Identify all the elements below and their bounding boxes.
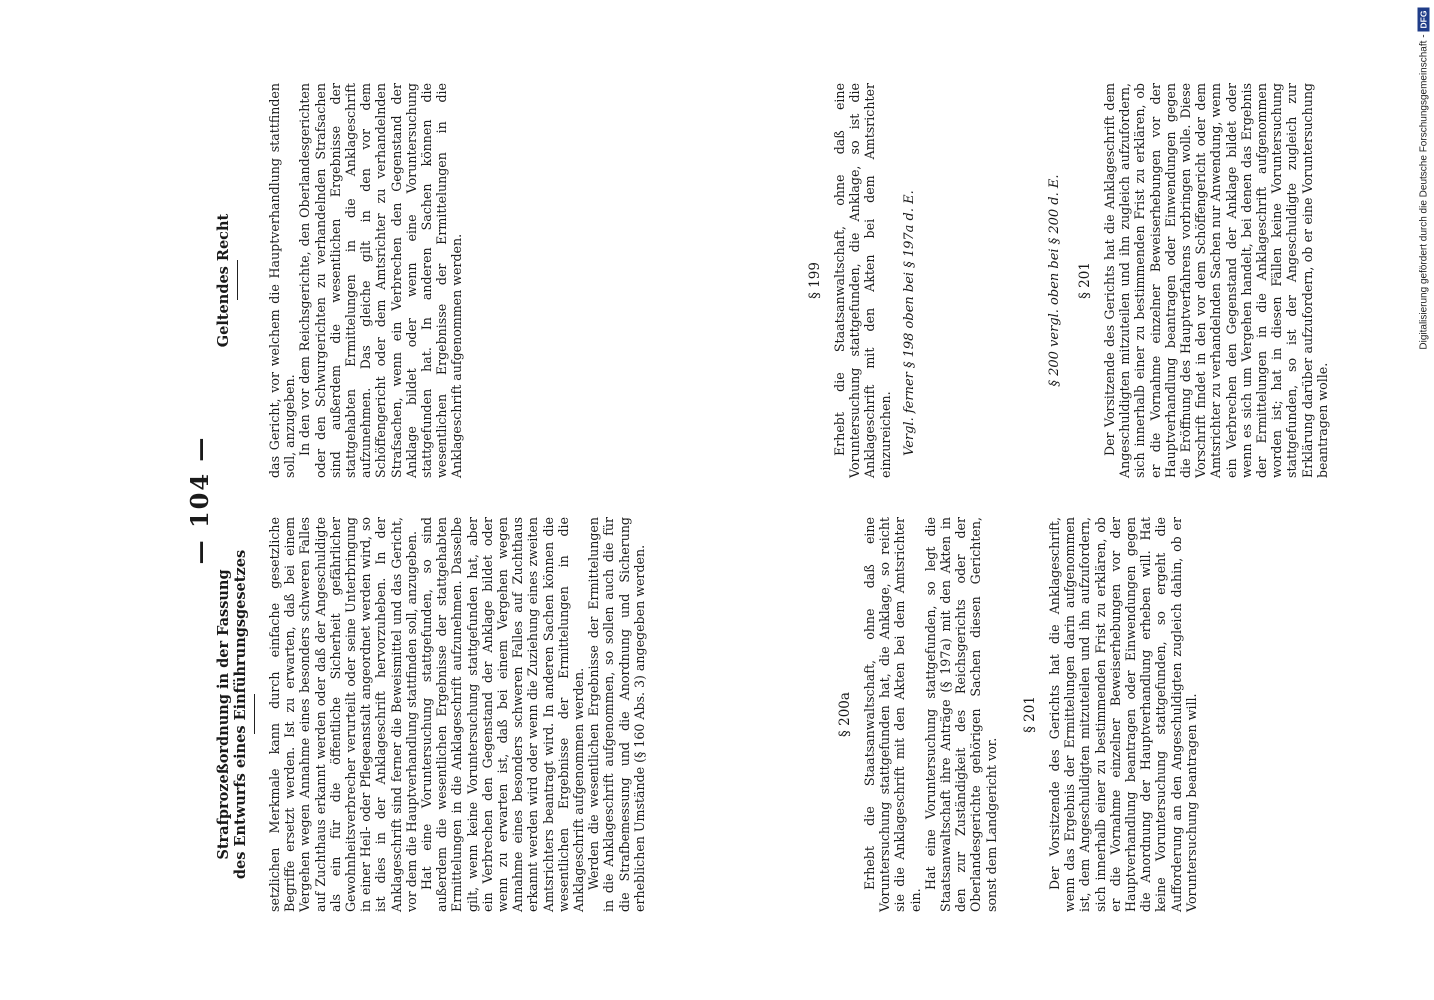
left-heading-line2: des Entwurfs eines Einführungsgesetzes — [232, 549, 249, 880]
section-heading-200a: § 200a — [837, 692, 853, 737]
paragraph: Erhebt die Staatsanwaltschaft, ohne daß eine Voruntersuchung stattgefunden, die Anklage, so ist die Anklageschrift mit den Akten bei dem Amtsrichter einzureichen. — [832, 83, 893, 478]
paragraph: Werden die wesentlichen Ergebnisse der Ermittelungen in die Anklageschrift aufgenommen, so sollen auch die für die Strafbemessung und die Anordnung und Sicherung erheblichen Umstände (§ 160 Abs. 3) angegeben werden. — [586, 517, 647, 912]
left-text-block-2 — [862, 517, 999, 912]
paragraph: das Gericht, vor welchem die Hauptverhandlung stattfinden soll, anzugeben. — [267, 83, 298, 478]
right-column — [107, 83, 1330, 478]
paragraph: Erhebt die Staatsanwaltschaft, ohne daß eine Voruntersuchung stattgefunden hat, die Anklage, so reicht sie die Anklageschrift mit den Akten bei dem Amtsrichter ein. — [862, 517, 923, 912]
right-text-block-2 — [832, 83, 893, 478]
right-heading-text: Geltendes Recht — [215, 213, 232, 348]
credit-text: Digitalisierung gefördert durch die Deutsche Forschungsgemeinschaft - — [1418, 34, 1430, 350]
page-number: — 104 — — [185, 435, 214, 565]
paragraph: Hat eine Voruntersuchung stattgefunden, so legt die Staatsanwaltschaft ihre Anträge (§ 197a) mit den Akten in den zur Zuständigkeit des Reichsgerichts oder der Oberlandesgerichte gehörigen Sachen diesen Gerichten, sonst dem Landgericht vor. — [922, 517, 999, 912]
left-column-heading — [215, 517, 255, 912]
digitization-credit — [1416, 8, 1432, 393]
right-column-heading — [215, 83, 238, 478]
left-column — [107, 517, 1327, 912]
right-text-block-1 — [267, 83, 465, 478]
cross-reference-note-200: § 200 vergl. oben bei § 200 d. E. — [1047, 174, 1062, 387]
left-text-block-3 — [1047, 517, 1199, 912]
right-text-block-3 — [1102, 83, 1330, 478]
dfg-logo: DFG — [1418, 8, 1430, 32]
paragraph: setzlichen Merkmale kann durch einfache gesetzliche Begriffe ersetzt werden. Ist zu erwarten, daß bei einem Vergehen wegen Annahme eines besonders schweren Falles auf Zuchthaus erkannt werden oder daß der Angeschuldigte als ein für die öffentliche Sicherheit gefährlicher Gewohnheitsverbrecher verurteilt oder seine Unterbringung in einer Heil- oder Pflegeanstalt angeordnet werden wird, so ist dies in der Anklageschrift hervorzuheben. In der Anklageschrift sind ferner die Beweismittel und das Gericht, vor dem die Hauptverhandlung stattfinden soll, anzugeben. — [267, 517, 419, 912]
heading-rule — [254, 695, 255, 735]
paragraph: Der Vorsitzende des Gerichts hat die Anklageschrift, wenn das Ergebnis der Ermittelungen darin aufgenommen ist, dem Angeschuldigten mitzuteilen und ihn aufzufordern, sich innerhalb einer zu bestimmenden Frist zu erklären, ob er die Vornahme einzelner Beweiserhebungen vor der Hauptverhandlung beantragen oder Einwendungen gegen die Anordnung der Hauptverhandlung erheben will. Hat keine Voruntersuchung stattgefunden, so ergeht die Aufforderung an den Angeschuldigten zugleich dahin, ob er Voruntersuchung beantragen will. — [1047, 517, 1199, 912]
section-heading-199: § 199 — [807, 262, 823, 299]
section-heading-201-right: § 201 — [1077, 262, 1093, 299]
paragraph: In den vor dem Reichsgerichte, den Oberlandesgerichten oder den Schwurgerichten zu verhandelnden Strafsachen sind außerdem die wesentlichen Ergebnisse der stattgehabten Ermittelungen in die Anklageschrift aufzunehmen. Das gleiche gilt in den vor dem Schöffengericht oder dem Amtsrichter zu verhandelnden Strafsachen, wenn ein Verbrechen den Gegenstand der Anklage bildet oder wenn eine Voruntersuchung stattgefunden hat. In anderen Sachen können die wesentlichen Ergebnisse der Ermittelungen in die Anklageschrift aufgenommen werden. — [297, 83, 465, 478]
heading-rule — [237, 261, 238, 301]
cross-reference-note-198: Vergl. ferner § 198 oben bei § 197a d. E. — [902, 190, 917, 456]
section-heading-201-left: § 201 — [1022, 696, 1038, 733]
paragraph: Hat eine Voruntersuchung stattgefunden, so sind außerdem die wesentlichen Ergebnisse der stattgehabten Ermittelungen in die Anklageschrift aufzunehmen. Dasselbe gilt, wenn keine Voruntersuchung stattgefunden hat, aber ein Verbrechen den Gegenstand der Anklage bildet oder wenn zu erwarten ist, daß bei einem Vergehen wegen Annahme eines besonders schweren Falles auf Zuchthaus erkannt werden wird oder wenn die Zuziehung eines zweiten Amtsrichters beantragt wird. In anderen Sachen können die wesentlichen Ergebnisse der Ermittelungen in die Anklageschrift aufgenommen werden. — [419, 517, 587, 912]
left-heading-line1: Strafprozeßordnung in der Fassung — [215, 569, 232, 860]
left-text-block-1 — [267, 517, 647, 912]
paragraph: Der Vorsitzende des Gerichts hat die Anklageschrift dem Angeschuldigten mitzuteilen und ihn zugleich aufzufordern, sich innerhalb einer zu bestimmenden Frist zu erklären, ob er die Vornahme einzelner Beweiserhebungen vor der Hauptverhandlung beantragen oder Einwendungen gegen die Eröffnung des Hauptverfahrens vorbringen wolle. Diese Vorschrift findet in den vor dem Schöffengericht oder dem Amtsrichter zu verhandelnden Sachen nur Anwendung, wenn ein Verbrechen den Gegenstand der Anklage bildet oder wenn es sich um Vergehen handelt, bei denen das Ergebnis der Ermittelungen in die Anklageschrift aufgenommen worden ist; hat in diesen Fällen keine Voruntersuchung stattgefunden, so ist der Angeschuldigte zugleich zur Erklärung darüber aufzufordern, ob er eine Voruntersuchung beantragen wolle. — [1102, 83, 1330, 478]
document-page — [107, 70, 1330, 930]
